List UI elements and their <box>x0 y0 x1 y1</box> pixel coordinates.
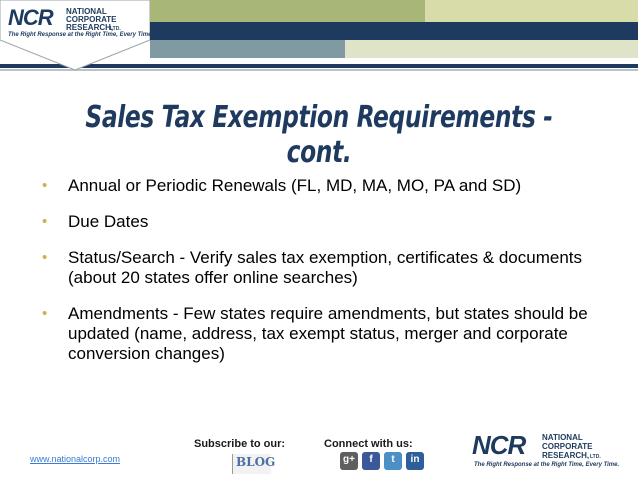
bullet-text: Status/Search - Verify sales tax exemption, certificates & documents (about 20 states offer online searches) <box>68 248 583 287</box>
linkedin-icon: in <box>410 454 420 465</box>
header-bar-light <box>345 40 638 58</box>
google-plus-button[interactable] <box>340 452 358 470</box>
header-logo-tagline: The Right Response at the Right Time, Every Time. <box>8 32 154 38</box>
header-logo-mark: NCR <box>8 5 53 30</box>
header-bar-green <box>150 0 425 22</box>
footer-logo <box>472 430 632 474</box>
facebook-button[interactable] <box>362 452 380 470</box>
bullet-item <box>42 248 612 288</box>
header-logo <box>0 0 154 70</box>
connect-label: Connect with us: <box>324 438 413 450</box>
header-logo-suffix: LTD. <box>110 26 121 32</box>
footer-logo-line3: RESEARCH, <box>542 451 590 460</box>
header-logo-line1: NATIONAL <box>66 7 107 16</box>
bullet-text: Due Dates <box>68 212 149 231</box>
bullet-text: Annual or Periodic Renewals (FL, MD, MA, MO, PA and SD) <box>68 176 522 195</box>
bullet-dot-icon: • <box>42 305 48 322</box>
header-bar-teal <box>150 40 345 58</box>
bullet-item <box>42 304 612 364</box>
footer-logo-suffix: LTD. <box>590 454 601 460</box>
google-plus-icon: g+ <box>343 454 355 465</box>
bullet-item <box>42 212 612 232</box>
twitter-button[interactable] <box>384 452 402 470</box>
header-bar-navy <box>150 22 638 40</box>
bullet-item <box>42 176 612 196</box>
bullet-dot-icon: • <box>42 177 48 194</box>
bullet-dot-icon: • <box>42 249 48 266</box>
blog-icon: BLOG <box>236 455 276 469</box>
footer-logo-mark: NCR <box>472 430 526 460</box>
twitter-icon: t <box>391 454 395 465</box>
slide-title: Sales Tax Exemption Requirements - cont. <box>85 100 553 170</box>
header-bar-olive <box>425 0 638 22</box>
subscribe-label: Subscribe to our: <box>194 438 286 450</box>
linkedin-button[interactable] <box>406 452 424 470</box>
facebook-icon: f <box>369 454 373 465</box>
footer-logo-line2: CORPORATE <box>542 442 593 451</box>
bullet-list <box>42 176 612 380</box>
header-logo-line3: RESEARCH, <box>66 23 114 32</box>
bullet-dot-icon: • <box>42 213 48 230</box>
blog-button[interactable] <box>232 454 276 474</box>
header-logo-line2: CORPORATE <box>66 15 117 24</box>
bullet-text: Amendments - Few states require amendments, but states should be updated (name, address, tax exempt status, merger and corporate conversion changes) <box>68 304 588 363</box>
website-link[interactable]: www.nationalcorp.com <box>30 454 121 464</box>
footer-logo-tagline: The Right Response at the Right Time, Every Time. <box>474 462 620 468</box>
footer-logo-line1: NATIONAL <box>542 433 583 442</box>
